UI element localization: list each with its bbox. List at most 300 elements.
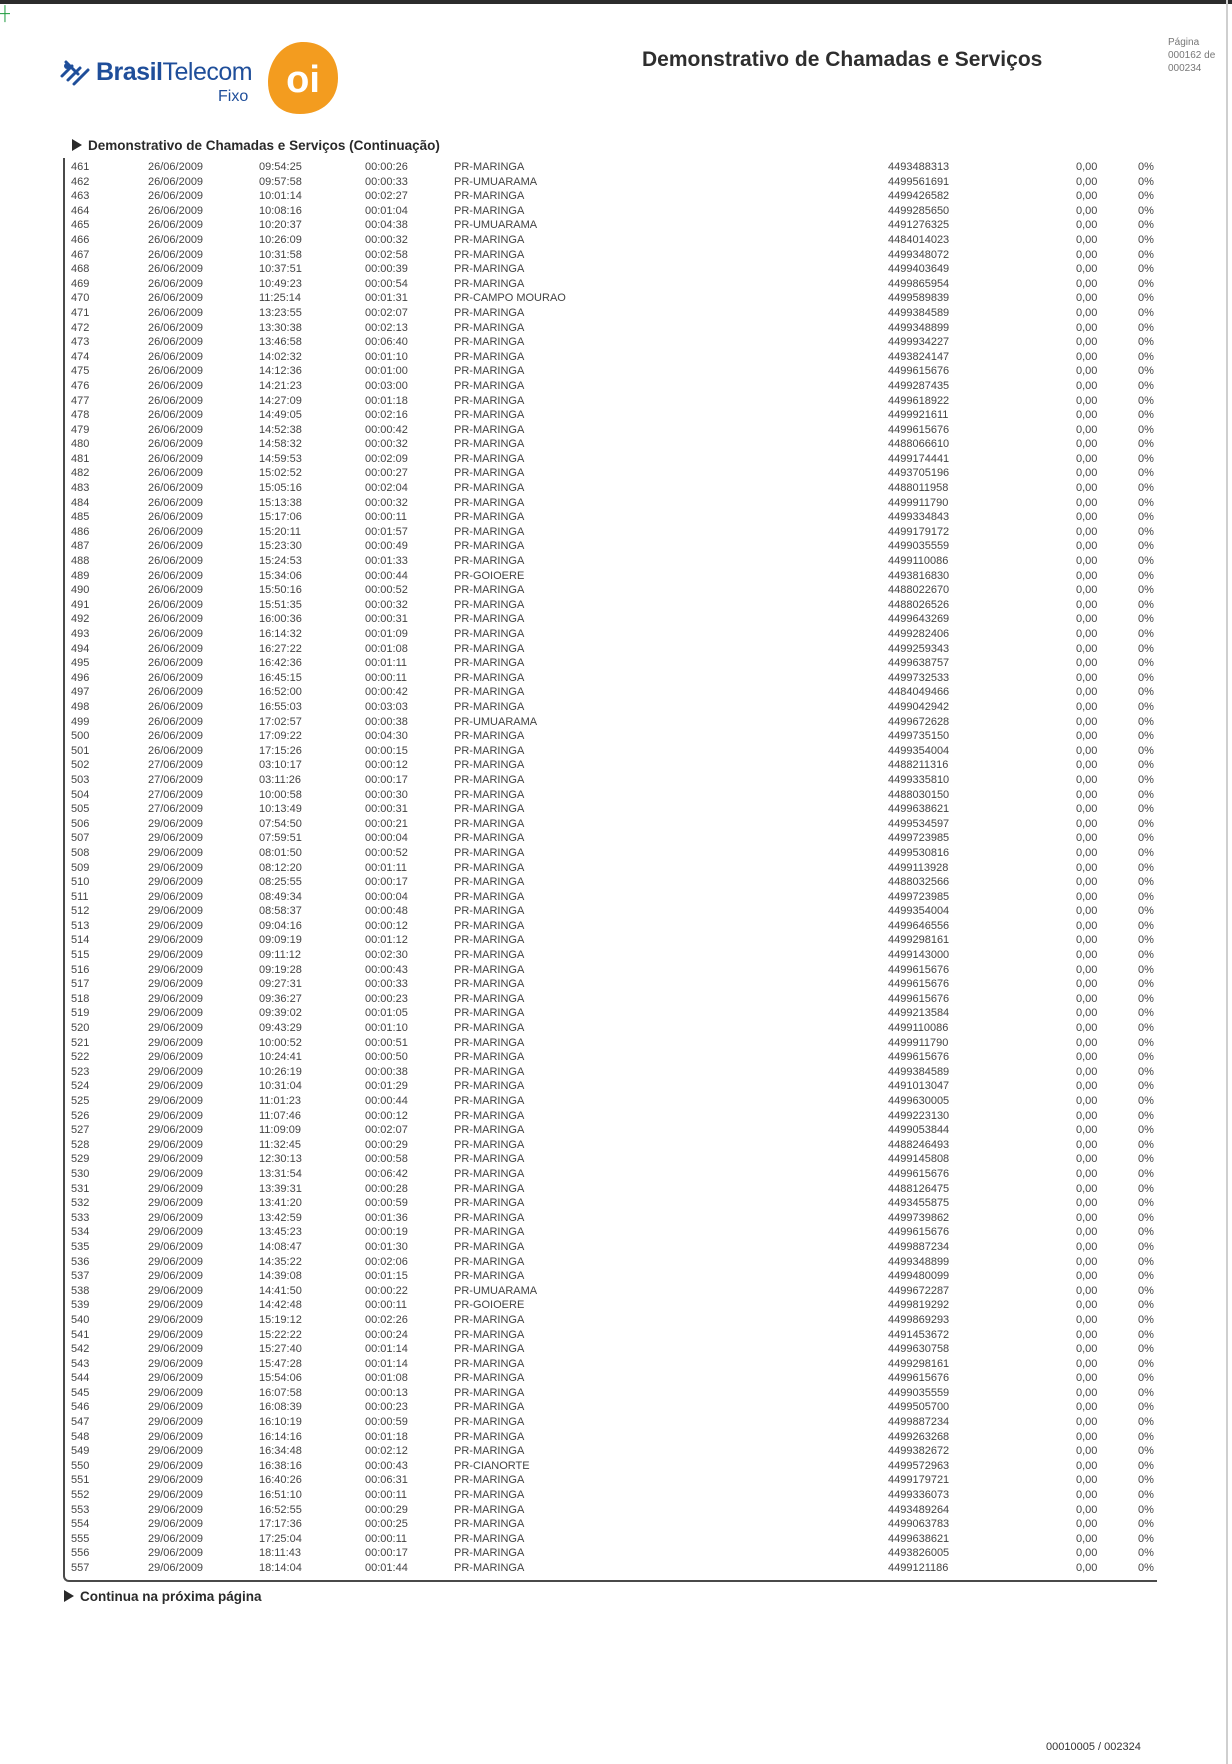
table-row bbox=[70, 1269, 1160, 1284]
call-time: 16:38:16 bbox=[259, 1459, 302, 1472]
call-value: 0,00 bbox=[1076, 511, 1098, 524]
call-destination: PR-MARINGA bbox=[454, 1138, 525, 1151]
call-destination: PR-MARINGA bbox=[454, 832, 525, 845]
table-row bbox=[70, 1386, 1160, 1401]
call-date: 29/06/2009 bbox=[148, 1255, 204, 1268]
call-destination: PR-MARINGA bbox=[454, 905, 525, 918]
call-discount: 0% bbox=[1138, 700, 1154, 713]
call-time: 17:02:57 bbox=[259, 715, 302, 728]
call-duration: 00:03:00 bbox=[365, 379, 408, 392]
table-row bbox=[70, 642, 1160, 657]
call-duration: 00:00:04 bbox=[365, 832, 408, 845]
call-discount: 0% bbox=[1138, 1445, 1154, 1458]
call-time: 09:19:28 bbox=[259, 963, 302, 976]
call-duration: 00:00:50 bbox=[365, 1051, 408, 1064]
call-time: 15:23:30 bbox=[259, 540, 302, 553]
called-number: 4499335810 bbox=[888, 773, 950, 786]
call-destination: PR-MARINGA bbox=[454, 657, 525, 670]
call-date: 26/06/2009 bbox=[148, 525, 204, 538]
call-date: 27/06/2009 bbox=[148, 803, 204, 816]
table-row bbox=[70, 802, 1160, 817]
called-number: 4499638621 bbox=[888, 803, 950, 816]
call-destination: PR-MARINGA bbox=[454, 773, 525, 786]
triangle-right-icon bbox=[72, 139, 82, 151]
call-time: 08:01:50 bbox=[259, 846, 302, 859]
call-discount: 0% bbox=[1138, 1051, 1154, 1064]
call-value: 0,00 bbox=[1076, 934, 1098, 947]
call-sequence: 492 bbox=[71, 613, 90, 626]
call-date: 29/06/2009 bbox=[148, 905, 204, 918]
call-discount: 0% bbox=[1138, 861, 1154, 874]
call-discount: 0% bbox=[1138, 1255, 1154, 1268]
call-time: 13:41:20 bbox=[259, 1197, 302, 1210]
called-number: 4499530816 bbox=[888, 846, 950, 859]
call-destination: PR-MARINGA bbox=[454, 423, 525, 436]
call-discount: 0% bbox=[1138, 715, 1154, 728]
call-value: 0,00 bbox=[1076, 1401, 1098, 1414]
section-title bbox=[72, 138, 440, 153]
call-date: 26/06/2009 bbox=[148, 350, 204, 363]
call-destination: PR-GOIOERE bbox=[454, 1299, 525, 1312]
call-duration: 00:01:31 bbox=[365, 292, 408, 305]
call-date: 29/06/2009 bbox=[148, 1386, 204, 1399]
called-number: 4499179721 bbox=[888, 1474, 950, 1487]
call-sequence: 554 bbox=[71, 1518, 90, 1531]
call-discount: 0% bbox=[1138, 905, 1154, 918]
call-date: 29/06/2009 bbox=[148, 1299, 204, 1312]
call-destination: PR-MARINGA bbox=[454, 540, 525, 553]
call-duration: 00:01:10 bbox=[365, 1022, 408, 1035]
table-row bbox=[70, 846, 1160, 861]
call-duration: 00:00:24 bbox=[365, 1328, 408, 1341]
call-time: 14:35:22 bbox=[259, 1255, 302, 1268]
call-date: 29/06/2009 bbox=[148, 1167, 204, 1180]
call-date: 27/06/2009 bbox=[148, 759, 204, 772]
call-time: 07:54:50 bbox=[259, 817, 302, 830]
table-row bbox=[70, 627, 1160, 642]
called-number: 4499615676 bbox=[888, 1051, 950, 1064]
call-duration: 00:00:27 bbox=[365, 467, 408, 480]
call-discount: 0% bbox=[1138, 1474, 1154, 1487]
document-code: 00010005 / 002324 bbox=[1046, 1741, 1141, 1753]
call-time: 10:00:52 bbox=[259, 1036, 302, 1049]
table-row bbox=[70, 1255, 1160, 1270]
call-date: 26/06/2009 bbox=[148, 642, 204, 655]
call-value: 0,00 bbox=[1076, 1153, 1098, 1166]
call-date: 29/06/2009 bbox=[148, 1489, 204, 1502]
table-row bbox=[70, 656, 1160, 671]
table-row bbox=[70, 510, 1160, 525]
call-time: 10:20:37 bbox=[259, 219, 302, 232]
call-sequence: 535 bbox=[71, 1240, 90, 1253]
call-value: 0,00 bbox=[1076, 1065, 1098, 1078]
call-duration: 00:00:42 bbox=[365, 686, 408, 699]
call-discount: 0% bbox=[1138, 423, 1154, 436]
call-time: 18:14:04 bbox=[259, 1562, 302, 1574]
call-time: 08:12:20 bbox=[259, 861, 302, 874]
called-number: 4499630005 bbox=[888, 1095, 950, 1107]
call-time: 14:52:38 bbox=[259, 423, 302, 436]
called-number: 4499638757 bbox=[888, 657, 950, 670]
call-value: 0,00 bbox=[1076, 496, 1098, 509]
call-duration: 00:01:15 bbox=[365, 1270, 408, 1283]
call-duration: 00:00:23 bbox=[365, 992, 408, 1005]
call-value: 0,00 bbox=[1076, 540, 1098, 553]
call-sequence: 477 bbox=[71, 394, 90, 407]
page-total: 000234 bbox=[1168, 63, 1202, 74]
call-sequence: 539 bbox=[71, 1299, 90, 1312]
call-duration: 00:00:32 bbox=[365, 233, 408, 246]
call-duration: 00:01:12 bbox=[365, 934, 408, 947]
call-discount: 0% bbox=[1138, 949, 1154, 962]
called-number: 4488032566 bbox=[888, 876, 950, 889]
call-duration: 00:00:17 bbox=[365, 876, 408, 889]
table-row bbox=[70, 321, 1160, 336]
call-sequence: 481 bbox=[71, 452, 90, 465]
table-row bbox=[70, 452, 1160, 467]
call-time: 14:58:32 bbox=[259, 438, 302, 451]
call-time: 13:30:38 bbox=[259, 321, 302, 334]
called-number: 4499179172 bbox=[888, 525, 950, 538]
called-number: 4484014023 bbox=[888, 233, 950, 246]
call-discount: 0% bbox=[1138, 1124, 1154, 1137]
call-discount: 0% bbox=[1138, 1211, 1154, 1224]
page-info bbox=[1168, 36, 1228, 75]
call-time: 07:59:51 bbox=[259, 832, 302, 845]
call-value: 0,00 bbox=[1076, 1270, 1098, 1283]
call-destination: PR-MARINGA bbox=[454, 1240, 525, 1253]
call-duration: 00:00:32 bbox=[365, 438, 408, 451]
call-date: 29/06/2009 bbox=[148, 1562, 204, 1574]
call-discount: 0% bbox=[1138, 584, 1154, 597]
call-date: 26/06/2009 bbox=[148, 730, 204, 743]
call-sequence: 471 bbox=[71, 306, 90, 319]
call-destination: PR-MARINGA bbox=[454, 1211, 525, 1224]
call-value: 0,00 bbox=[1076, 1095, 1098, 1107]
call-value: 0,00 bbox=[1076, 1518, 1098, 1531]
call-time: 13:39:31 bbox=[259, 1182, 302, 1195]
call-table bbox=[70, 160, 1160, 1576]
call-value: 0,00 bbox=[1076, 788, 1098, 801]
call-value: 0,00 bbox=[1076, 846, 1098, 859]
call-date: 26/06/2009 bbox=[148, 598, 204, 611]
call-value: 0,00 bbox=[1076, 161, 1098, 173]
call-sequence: 488 bbox=[71, 555, 90, 568]
call-value: 0,00 bbox=[1076, 423, 1098, 436]
called-number: 4499572963 bbox=[888, 1459, 950, 1472]
call-discount: 0% bbox=[1138, 1562, 1154, 1574]
call-discount: 0% bbox=[1138, 1284, 1154, 1297]
call-time: 14:42:48 bbox=[259, 1299, 302, 1312]
called-number: 4488126475 bbox=[888, 1182, 950, 1195]
call-destination: PR-MARINGA bbox=[454, 1386, 525, 1399]
call-discount: 0% bbox=[1138, 219, 1154, 232]
call-date: 29/06/2009 bbox=[148, 1065, 204, 1078]
call-date: 26/06/2009 bbox=[148, 161, 204, 173]
call-date: 29/06/2009 bbox=[148, 1372, 204, 1385]
called-number: 4488246493 bbox=[888, 1138, 950, 1151]
call-discount: 0% bbox=[1138, 409, 1154, 422]
call-date: 29/06/2009 bbox=[148, 963, 204, 976]
call-value: 0,00 bbox=[1076, 1138, 1098, 1151]
call-date: 26/06/2009 bbox=[148, 715, 204, 728]
table-row bbox=[70, 612, 1160, 627]
call-destination: PR-MARINGA bbox=[454, 1313, 525, 1326]
call-destination: PR-MARINGA bbox=[454, 861, 525, 874]
called-number: 4499911790 bbox=[888, 1036, 949, 1049]
call-date: 29/06/2009 bbox=[148, 1503, 204, 1516]
table-row bbox=[70, 700, 1160, 715]
call-value: 0,00 bbox=[1076, 744, 1098, 757]
call-destination: PR-MARINGA bbox=[454, 700, 525, 713]
call-destination: PR-MARINGA bbox=[454, 1503, 525, 1516]
call-sequence: 530 bbox=[71, 1167, 90, 1180]
call-value: 0,00 bbox=[1076, 321, 1098, 334]
call-discount: 0% bbox=[1138, 730, 1154, 743]
call-duration: 00:02:58 bbox=[365, 248, 408, 261]
called-number: 4499735150 bbox=[888, 730, 950, 743]
called-number: 4499426582 bbox=[888, 190, 950, 203]
table-row bbox=[70, 963, 1160, 978]
call-value: 0,00 bbox=[1076, 1036, 1098, 1049]
call-sequence: 496 bbox=[71, 671, 90, 684]
table-row bbox=[70, 569, 1160, 584]
call-duration: 00:01:36 bbox=[365, 1211, 408, 1224]
called-number: 4484049466 bbox=[888, 686, 950, 699]
call-value: 0,00 bbox=[1076, 175, 1098, 188]
call-sequence: 538 bbox=[71, 1284, 90, 1297]
called-number: 4499259343 bbox=[888, 642, 950, 655]
call-discount: 0% bbox=[1138, 1022, 1154, 1035]
top-border bbox=[0, 0, 1232, 4]
call-sequence: 543 bbox=[71, 1357, 90, 1370]
table-row bbox=[70, 262, 1160, 277]
call-sequence: 534 bbox=[71, 1226, 90, 1239]
call-time: 11:25:14 bbox=[259, 292, 302, 305]
call-time: 14:27:09 bbox=[259, 394, 302, 407]
call-discount: 0% bbox=[1138, 1313, 1154, 1326]
call-discount: 0% bbox=[1138, 1386, 1154, 1399]
called-number: 4499615676 bbox=[888, 423, 950, 436]
table-row bbox=[70, 992, 1160, 1007]
call-value: 0,00 bbox=[1076, 1445, 1098, 1458]
call-discount: 0% bbox=[1138, 175, 1154, 188]
called-number: 4499348899 bbox=[888, 1255, 950, 1268]
table-row bbox=[70, 758, 1160, 773]
call-discount: 0% bbox=[1138, 992, 1154, 1005]
call-date: 26/06/2009 bbox=[148, 379, 204, 392]
call-time: 15:27:40 bbox=[259, 1343, 302, 1356]
called-number: 4499911790 bbox=[888, 496, 949, 509]
call-destination: PR-MARINGA bbox=[454, 1489, 525, 1502]
call-duration: 00:01:08 bbox=[365, 1372, 408, 1385]
call-destination: PR-MARINGA bbox=[454, 744, 525, 757]
table-row bbox=[70, 1400, 1160, 1415]
call-discount: 0% bbox=[1138, 1532, 1154, 1545]
called-number: 4499298161 bbox=[888, 1357, 950, 1370]
call-discount: 0% bbox=[1138, 540, 1154, 553]
call-destination: PR-MARINGA bbox=[454, 919, 525, 932]
table-row bbox=[70, 1342, 1160, 1357]
call-time: 03:10:17 bbox=[259, 759, 302, 772]
call-destination: PR-MARINGA bbox=[454, 1270, 525, 1283]
call-sequence: 527 bbox=[71, 1124, 90, 1137]
call-time: 09:54:25 bbox=[259, 161, 302, 173]
call-value: 0,00 bbox=[1076, 555, 1098, 568]
call-duration: 00:00:44 bbox=[365, 1095, 408, 1107]
call-date: 29/06/2009 bbox=[148, 1357, 204, 1370]
call-value: 0,00 bbox=[1076, 336, 1098, 349]
call-destination: PR-UMUARAMA bbox=[454, 715, 538, 728]
call-destination: PR-CAMPO MOURAO bbox=[454, 292, 566, 305]
call-discount: 0% bbox=[1138, 1240, 1154, 1253]
call-sequence: 505 bbox=[71, 803, 90, 816]
table-row bbox=[70, 1371, 1160, 1386]
call-discount: 0% bbox=[1138, 1182, 1154, 1195]
call-duration: 00:00:11 bbox=[365, 671, 408, 684]
call-discount: 0% bbox=[1138, 788, 1154, 801]
call-time: 16:45:15 bbox=[259, 671, 302, 684]
call-duration: 00:00:04 bbox=[365, 890, 408, 903]
called-number: 4499263268 bbox=[888, 1430, 950, 1443]
called-number: 4499615676 bbox=[888, 365, 950, 378]
call-sequence: 475 bbox=[71, 365, 90, 378]
called-number: 4499223130 bbox=[888, 1109, 950, 1122]
call-duration: 00:06:40 bbox=[365, 336, 408, 349]
call-duration: 00:00:33 bbox=[365, 978, 408, 991]
call-value: 0,00 bbox=[1076, 1022, 1098, 1035]
called-number: 4488066610 bbox=[888, 438, 950, 451]
call-value: 0,00 bbox=[1076, 715, 1098, 728]
call-sequence: 556 bbox=[71, 1547, 90, 1560]
call-date: 29/06/2009 bbox=[148, 1182, 204, 1195]
call-destination: PR-MARINGA bbox=[454, 730, 525, 743]
call-date: 26/06/2009 bbox=[148, 671, 204, 684]
call-sequence: 503 bbox=[71, 773, 90, 786]
call-duration: 00:00:44 bbox=[365, 569, 408, 582]
call-destination: PR-MARINGA bbox=[454, 949, 525, 962]
called-number: 4499143000 bbox=[888, 949, 950, 962]
call-time: 11:01:23 bbox=[259, 1095, 302, 1107]
call-duration: 00:00:59 bbox=[365, 1416, 408, 1429]
call-date: 29/06/2009 bbox=[148, 832, 204, 845]
called-number: 4499384589 bbox=[888, 1065, 950, 1078]
table-row bbox=[70, 598, 1160, 613]
call-duration: 00:00:19 bbox=[365, 1226, 408, 1239]
call-sequence: 470 bbox=[71, 292, 90, 305]
call-value: 0,00 bbox=[1076, 482, 1098, 495]
call-sequence: 495 bbox=[71, 657, 90, 670]
call-destination: PR-MARINGA bbox=[454, 321, 525, 334]
called-number: 4499672287 bbox=[888, 1284, 950, 1297]
call-discount: 0% bbox=[1138, 1518, 1154, 1531]
call-date: 27/06/2009 bbox=[148, 773, 204, 786]
call-date: 29/06/2009 bbox=[148, 1124, 204, 1137]
table-row bbox=[70, 1444, 1160, 1459]
call-value: 0,00 bbox=[1076, 1372, 1098, 1385]
called-number: 4491453672 bbox=[888, 1328, 950, 1341]
table-row bbox=[70, 1123, 1160, 1138]
table-row bbox=[70, 788, 1160, 803]
called-number: 4499480099 bbox=[888, 1270, 950, 1283]
table-row bbox=[70, 539, 1160, 554]
call-duration: 00:02:27 bbox=[365, 190, 408, 203]
called-number: 4499035559 bbox=[888, 1386, 950, 1399]
call-destination: PR-MARINGA bbox=[454, 628, 525, 640]
call-date: 29/06/2009 bbox=[148, 1459, 204, 1472]
call-destination: PR-MARINGA bbox=[454, 1226, 525, 1239]
call-value: 0,00 bbox=[1076, 1182, 1098, 1195]
called-number: 4499615676 bbox=[888, 992, 950, 1005]
table-row bbox=[70, 306, 1160, 321]
call-destination: PR-MARINGA bbox=[454, 788, 525, 801]
call-time: 16:51:10 bbox=[259, 1489, 302, 1502]
called-number: 4491276325 bbox=[888, 219, 950, 232]
call-value: 0,00 bbox=[1076, 1299, 1098, 1312]
call-duration: 00:01:09 bbox=[365, 628, 408, 640]
called-number: 4493824147 bbox=[888, 350, 950, 363]
call-value: 0,00 bbox=[1076, 263, 1098, 276]
call-sequence: 493 bbox=[71, 628, 90, 640]
call-value: 0,00 bbox=[1076, 233, 1098, 246]
call-discount: 0% bbox=[1138, 350, 1154, 363]
call-destination: PR-MARINGA bbox=[454, 233, 525, 246]
call-destination: PR-MARINGA bbox=[454, 846, 525, 859]
called-number: 4493489264 bbox=[888, 1503, 950, 1516]
called-number: 4499403649 bbox=[888, 263, 950, 276]
call-destination: PR-UMUARAMA bbox=[454, 219, 538, 232]
called-number: 4499589839 bbox=[888, 292, 950, 305]
call-time: 14:21:23 bbox=[259, 379, 302, 392]
call-destination: PR-MARINGA bbox=[454, 1036, 525, 1049]
call-destination: PR-MARINGA bbox=[454, 190, 525, 203]
call-date: 29/06/2009 bbox=[148, 978, 204, 991]
call-destination: PR-MARINGA bbox=[454, 1007, 525, 1020]
called-number: 4493455875 bbox=[888, 1197, 950, 1210]
call-destination: PR-MARINGA bbox=[454, 1532, 525, 1545]
call-destination: PR-MARINGA bbox=[454, 1065, 525, 1078]
call-time: 13:45:23 bbox=[259, 1226, 302, 1239]
table-row bbox=[70, 1298, 1160, 1313]
call-sequence: 482 bbox=[71, 467, 90, 480]
call-duration: 00:00:38 bbox=[365, 715, 408, 728]
call-duration: 00:02:30 bbox=[365, 949, 408, 962]
call-date: 26/06/2009 bbox=[148, 292, 204, 305]
call-destination: PR-MARINGA bbox=[454, 1562, 525, 1574]
brasiltelecom-logo bbox=[56, 50, 346, 120]
called-number: 4488026526 bbox=[888, 598, 950, 611]
oi-logo-text: oi bbox=[286, 59, 320, 101]
called-number: 4499672628 bbox=[888, 715, 950, 728]
call-destination: PR-MARINGA bbox=[454, 1080, 525, 1093]
table-row bbox=[70, 1488, 1160, 1503]
call-time: 14:49:05 bbox=[259, 409, 302, 422]
call-sequence: 541 bbox=[71, 1328, 90, 1341]
call-value: 0,00 bbox=[1076, 613, 1098, 626]
oi-logo-icon bbox=[266, 40, 340, 116]
call-duration: 00:00:12 bbox=[365, 919, 408, 932]
call-sequence: 518 bbox=[71, 992, 90, 1005]
call-duration: 00:02:16 bbox=[365, 409, 408, 422]
call-value: 0,00 bbox=[1076, 1211, 1098, 1224]
called-number: 4493816830 bbox=[888, 569, 950, 582]
call-discount: 0% bbox=[1138, 890, 1154, 903]
call-destination: PR-MARINGA bbox=[454, 613, 525, 626]
call-destination: PR-MARINGA bbox=[454, 1095, 525, 1107]
call-discount: 0% bbox=[1138, 1299, 1154, 1312]
call-sequence: 550 bbox=[71, 1459, 90, 1472]
call-destination: PR-MARINGA bbox=[454, 555, 525, 568]
